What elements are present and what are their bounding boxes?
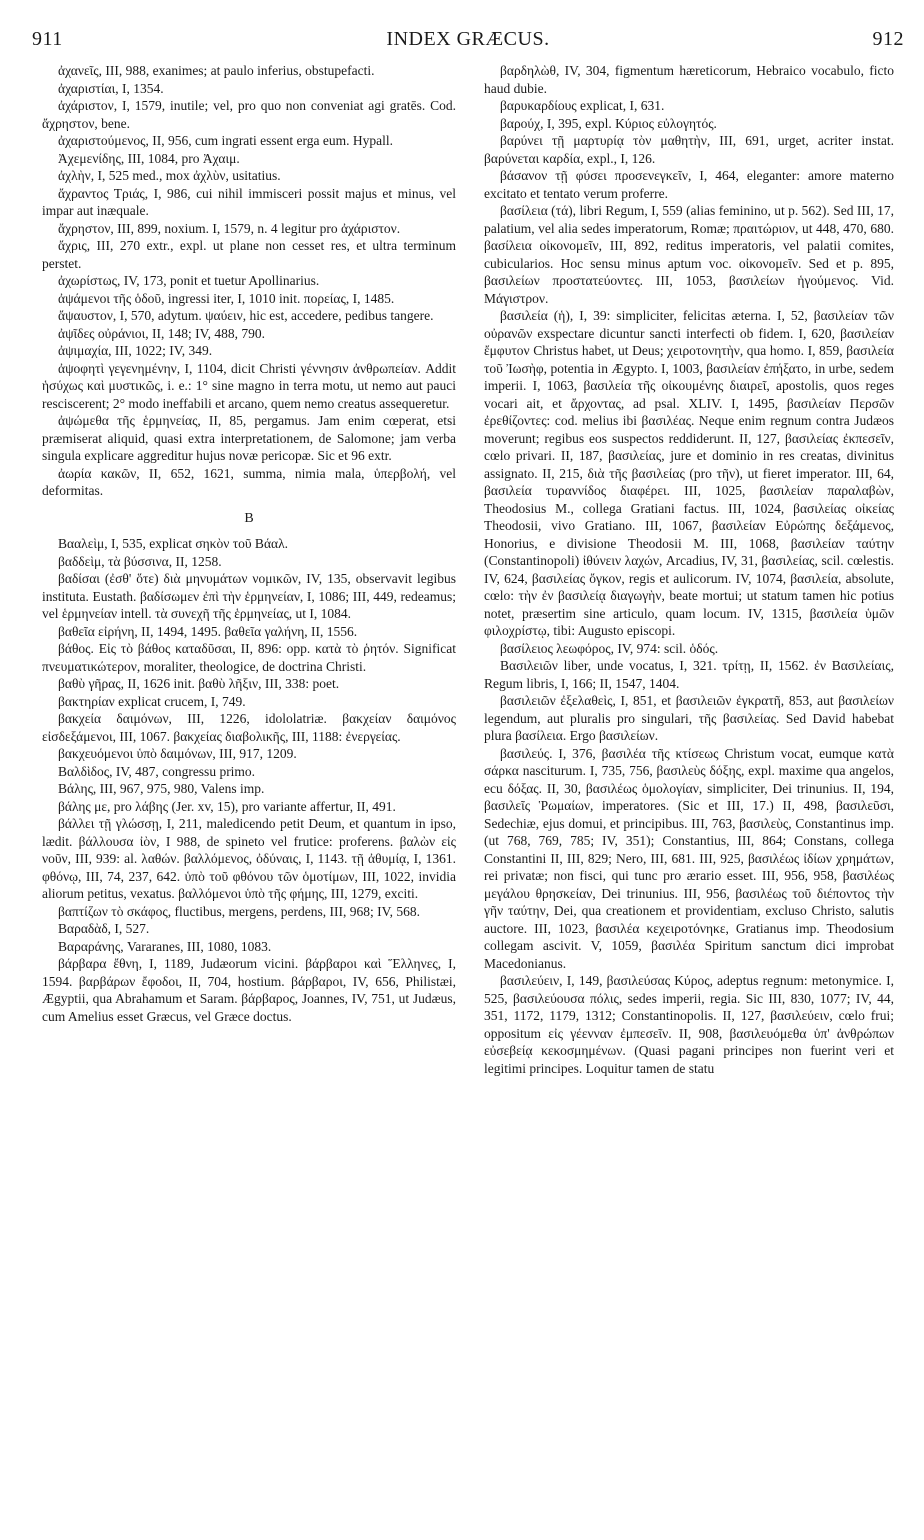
index-entry: ἀωρία κακῶν, II, 652, 1621, summa, nimia mala, ὑπερβολή, vel deformitas. (42, 465, 456, 498)
index-entry: βασιλεία (ἡ), I, 39: simpliciter, felicitas æterna. I, 52, βασιλείαν τῶν οὐρανῶν exspectare dicuntur sancti interfecti ob fidem. I, 620, βασιλείαν ἔμφυτον Christus habet, ut Deus; χειροτονητὴν, qua homo. I, 859, βασιλεία τοῦ Ἰωσὴφ, potentia in Ægypto. I, 1003, βασιλείαν ἐπήξατο, in urbe, sedem imperii. I, 1063, βασιλεία τῆς οἰκουμένης διαιρεῖ, apostolis, quos reges vocari ait, et ἄρχοντας, ad psal. XLIV. I, 1495, βασιλείαν Περσῶν ἐρεθίζοντες: cod. melius ibi βασιλέας. Neque enim regnum contra Judæos moverunt; regibus eos suspectos reddiderunt. II, 127, βασιλείας ἐκπεσεῖν, cœlo privari. II, 187, βασιλείας, jure et dominio in res creatas, divinitus assignato. II, 215, διὰ τῆς βασιλείας (pro τῆν), ut fieret imperator. III, 64, βασιλεία τυραννίδος διαφέρει. III, 1025, βασιλείαν παραλαβὼν, Theodosius M., collega Gratiani factus. III, 1024, βασιλείας οἰκείας Theodosii, vivo Gratiano. III, 1067, βασιλείαν Εὐρώπης δεξάμενος, Honorius, e divisione Theodosii M. III, 1068, βασιλείαν ταύτην (Constantinopoli) ἰθύνειν λαχών, Arcadius, IV, 31, βασιλείας, scil. cœlestis. IV, 624, βασιλείας ὄγκον, regis et aulicorum. IV, 1074, βασιλεία, absolute, cœlo: τὴν ἐν βασιλείᾳ διαγωγὴν, beate mortui; ut statum tamen hic potius notet, præsertim sine articulo, quam locum. IV, 1315, βασιλεία ὑμῶν φιλοχρίστῳ, tibi: Augusto episcopi. (484, 308, 894, 638)
index-entry: ἀχωρίστως, IV, 173, ponit et tuetur Apollinarius. (58, 273, 320, 288)
index-entry: ἀχλὴν, I, 525 med., mox ἀχλὺν, usitatius. (58, 168, 281, 183)
index-entry: Βάλης, III, 967, 975, 980, Valens imp. (58, 781, 265, 796)
index-entry: βασίλειος λεωφόρος, IV, 974: scil. ὁδός. (500, 640, 719, 656)
index-entry: ἀψοφητὶ γεγενημένην, I, 1104, dicit Christi γέννησιν ἀνθρωπείαν. Addit ἡσύχως καὶ μυστικῶς, i. e.: 1° sine magno in terra motu, ut nemo aut pauci resciscerent; 2° modo ineffabili et arcano, quem nemo creatus assequeretur. (42, 360, 456, 411)
index-entry: βασίλεια (τά), libri Regum, I, 559 (alias feminino, ut p. 562). Sed III, 17, palatium, vel alia sedes imperatorum, Romæ; πραιτώριον, ut 448, 470, 680. βασίλεια οἰκονομεῖν, III, 892, reditus imperatoris, vel palatii comites, cubicularios. Hoc sensu minus aptum voc. οἰκονομεῖν. Sed et p. 895, βασιλείων προστατεύοντες. III, 1053, βασιλείων ἡγούμενος. Vid. Μάγιστρον. (484, 203, 894, 306)
index-entry: Βαραδὰδ, I, 527. (58, 921, 150, 936)
section-letter-b: B (244, 510, 254, 526)
page-number-left: 911 (32, 28, 63, 50)
index-entry: βασιλεύς. I, 376, βασιλέα τῆς κτίσεως Christum vocat, eumque κατὰ σάρκα nasciturum. I, 735, 756, βασιλεὺς δόξης, expl. maxime qua angelos, ecu δόξας. II, 30, βασιλέως ὁμολογίαν, simpliciter, Dei trinunius. II, 194, βασιλεῖς Ῥωμαίων, imperatores. (Sic et III, 17.) II, 498, βασιλεῦσι, Sedechiæ, ejus domui, et principibus. III, 763, βασιλεὺς, Constantinus imp. (ut 768, 769, 785; IV, 351); Constantius, III, 864; Constans, collega Constantini II, III, 829; Nero, III, 681. III, 925, βασιλέως ἰδίων χρημάτων, rei privatæ; non fisci, qui tunc pro ærario esset. III, 956, 958, βασιλέως μεγάλου θρησκείαν, Dei trinunius. III, 956, βασιλέως τοῦ διέποντος τὴν γῆν ταύτην, Dei, qua creationem et providentiam, excluso Christo, salutis auctore. III, 1023, βασιλέα κεχειροτόνηκε, Gratianus imp. Theodosium collegam ascivit. V, 1059, βασιλέα Spiritum sanctum dici improbat Macedonianus. (484, 745, 894, 971)
index-entry: ἀχάριστον, I, 1579, inutile; vel, pro quo non conveniat agi gratēs. Cod. ἄχρηστον, bene. (42, 98, 456, 131)
index-entry: βαρυκαρδίους explicat, I, 631. (500, 98, 665, 113)
index-entry: ἀχαριστίαι, I, 1354. (58, 80, 164, 96)
index-entry: Βασιλειῶν liber, unde vocatus, I, 321. τρίτῃ, II, 1562. ἐν Βασιλείαις, Regum libris, I, 166; II, 1547, 1404. (484, 658, 894, 691)
index-entry: βαδίσαι (ἐσθ' ὅτε) διὰ μηνυμάτων νομικῶν, IV, 135, observavit legibus instituta. Eustath. βαδίσωμεν ἐπὶ τὴν ἑρμηνείαν, I, 1086; III, 449, redeamus; vel ἑρμηνείαν intell. τὰ συνεχῆ τῆς ἑρμηνείας, ut I, 1084. (42, 571, 456, 621)
index-entry: βακχεία δαιμόνων, III, 1226, idololatriæ. βακχείαν δαιμόνος εἰσδεξάμενοι, III, 1067. βακχείας διαβολικῆς, III, 1188: ἐνεργείας. (42, 711, 456, 744)
index-entry: ἄχρις, III, 270 extr., expl. ut plane non cesset res, et ultra terminum perstet. (42, 238, 456, 271)
index-entry: ἀχαριστούμενος, II, 956, cum ingrati essent erga eum. Hypall. (58, 133, 394, 148)
index-entry: ἀψιμαχία, III, 1022; IV, 349. (58, 343, 213, 358)
index-entry: ἀψώμεθα τῆς ἑρμηνείας, II, 85, pergamus. Jam enim cœperat, etsi præmiserat aliquid, quasi extra interpretationem, de Salomone; jam verba singula explicare aggreditur hujus novæ pericopæ. Sic et 96 extr. (42, 413, 456, 463)
index-entry: βακχευόμενοι ὑπὸ δαιμόνων, III, 917, 1209. (58, 746, 297, 761)
index-entry: βαπτίζων τὸ σκάφος, fluctibus, mergens, perdens, III, 968; IV, 568. (58, 903, 420, 919)
index-entry: βασιλειῶν ἐξελαθεὶς, I, 851, et βασιλειῶν ἐγκρατῆ, 853, aut βασιλείων legendum, aut pluralis pro singulari, τῆς βασιλείας. Sed David habebat plura βασίλεια. Ergo βασιλείων. (484, 693, 894, 743)
index-entry: Βαραράνης, Vararanes, III, 1080, 1083. (58, 938, 272, 954)
index-entry: Βααλεὶμ, I, 535, explicat σηκὸν τοῦ Βάαλ. (58, 536, 289, 551)
index-entry: Βαλδὶδος, IV, 487, congressu primo. (58, 763, 256, 779)
index-entry: βάθος. Εἰς τὸ βάθος καταδῦσαι, II, 896: opp. κατὰ τὸ ῥητόν. Significat πνευματικώτερον, moraliter, theologice, de doctrina Christi. (42, 641, 456, 674)
index-entry: βαθεῖα εἰρήνη, II, 1494, 1495. βαθεῖα γαλήνη, II, 1556. (58, 623, 358, 639)
index-entry: βαρδηλὼθ, IV, 304, figmentum hæreticorum, Hebraico vocabulo, ficto haud dubie. (484, 63, 894, 96)
index-entry: ἄχρηστον, III, 899, noxium. I, 1579, n. 4 legitur pro ἀχάριστον. (58, 220, 401, 236)
index-entry: βάλης με, pro λάβης (Jer. xv, 15), pro variante affertur, II, 491. (58, 798, 396, 814)
index-entry: βαθὺ γῆρας, II, 1626 init. βαθὺ λῆξιν, III, 338: poet. (58, 676, 340, 691)
index-entry: βακτηρίαν explicat crucem, I, 749. (58, 693, 246, 709)
entries-group-a (42, 62, 456, 500)
index-entry: βαρούχ, I, 395, expl. Κύριος εὐλογητός. (500, 115, 717, 131)
entries-group-right (484, 62, 894, 1077)
index-entry: ἄψαυστον, I, 570, adytum. ψαύειν, hic est, accedere, pedibus tangere. (58, 308, 434, 323)
entries-group-b (42, 535, 456, 1025)
right-column (484, 62, 894, 1077)
index-entry: Ἀχεμενίδης, III, 1084, pro Ἀχαιμ. (58, 150, 240, 166)
index-entry: ἀχανεῖς, III, 988, exanimes; at paulo inferius, obstupefacti. (58, 63, 375, 78)
running-header (32, 28, 904, 58)
index-entry: βάλλει τῇ γλώσσῃ, I, 211, maledicendo petit Deum, et quantum in ipso, lædit. βάλλουσα ἰὸν, I 988, de spineto vel frutice: proferens. βαλὼν εἰς νοῦν, III, 939: al. λαθών. βαλλόμενος, ὀδύναις, I, 1143. τῇ ἀθυμίᾳ, I, 1361. φθόνῳ, III, 74, 237, 642. ὑπὸ τοῦ φθόνου τῶν ὁμοτίμων, III, 1022, invidia aliorum petitus, vexatus. βαλλόμενοι ὑπὸ τῆς φήμης, III, 1279, exciti. (42, 816, 456, 901)
page-title: INDEX GRÆCUS. (386, 28, 550, 50)
index-entry: ἀψάμενοι τῆς ὁδοῦ, ingressi iter, I, 1010 init. πορείας, I, 1485. (58, 290, 395, 306)
index-entry: βασιλεύειν, I, 149, βασιλεύσας Κύρος, adeptus regnum: metonymice. I, 525, βασιλεύουσα πόλις, sedes imperii, regia. Sic III, 830, 1077; IV, 44, 351, 1172, 1179, 1312; Constantinopolis. II, 127, βασιλεύειν, cœlo frui; oppositum εἰς γέενναν ἐμπεσεῖν. II, 908, βασιλευόμεθα ὑπ' ἀνθρώπων εὐσεβείᾳ κεκοσμημένων. (Quasi pagani principes non fuerint veri et legitimi principes. Loquitur tamen de statu (484, 973, 894, 1076)
page-number-right: 912 (872, 28, 904, 50)
index-entry: βάρβαρα ἔθνη, I, 1189, Judæorum vicini. βάρβαροι καὶ Ἕλληνες, I, 1594. βαρβάρων ἔφοδοι, II, 704, hostium. βάρβαροι, IV, 656, Philistæi, Ægyptii, qua Abrahamum et Saram. βάρβαρος, Joannes, IV, 751, ut Judæus, cum Amelius esset Græcus, vel Græce doctus. (42, 956, 456, 1024)
index-entry: βάσανον τῇ φύσει προσενεγκεῖν, I, 464, eleganter: amore materno excitato et tentato verum proferre. (484, 168, 894, 201)
left-column (42, 62, 456, 1025)
index-entry: βαδδεὶμ, τὰ βύσσινα, II, 1258. (58, 553, 222, 569)
index-entry: βαρύνει τῇ μαρτυρίᾳ τὸν μαθητὴν, III, 691, urget, acriter instat. βαρύνεται καρδία, expl., I, 126. (484, 133, 894, 166)
index-entry: ἀψῖδες οὐράνιοι, II, 148; IV, 488, 790. (58, 325, 266, 341)
index-entry: ἄχραντος Τριάς, I, 986, cui nihil immisceri possit majus et minus, vel impar aut inæquale. (42, 185, 456, 218)
